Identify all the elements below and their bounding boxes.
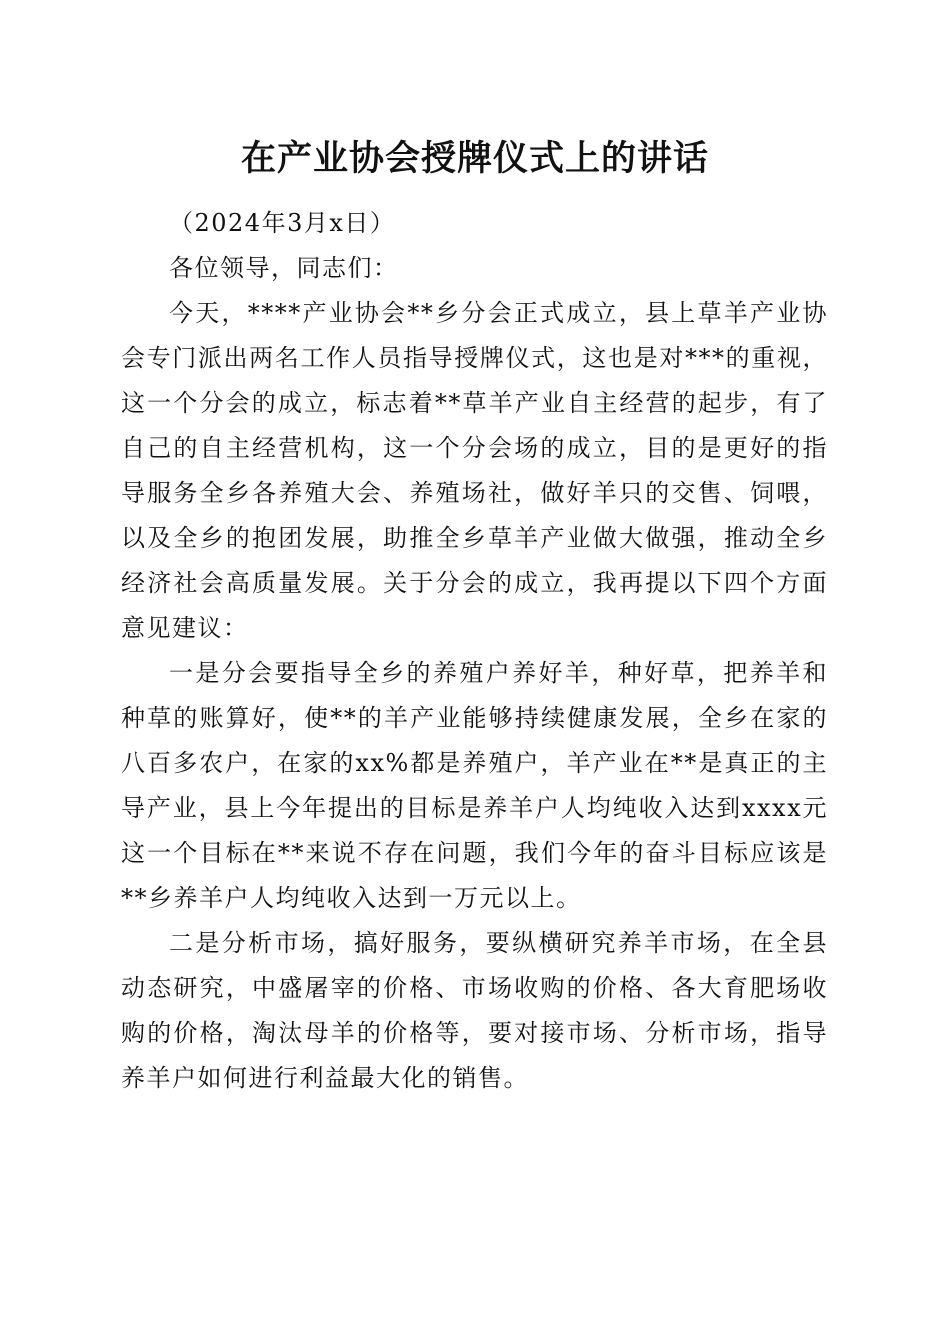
paragraph-point-two: 二是分析市场，搞好服务，要纵横研究养羊市场，在全县动态研究，中盛屠宰的价格、市场收购的价格、各大育肥场收购的价格，淘汰母羊的价格等，要对接市场、分析市场，指导养羊户如何进行利益最大化的销售。 — [121, 929, 828, 1092]
document-body — [121, 201, 828, 1101]
document-title: 在产业协会授牌仪式上的讲话 — [240, 138, 709, 179]
paragraph-intro: 今天，****产业协会**乡分会正式成立，县上草羊产业协会专门派出两名工作人员指导授牌仪式，这也是对***的重视，这一个分会的成立，标志着**草羊产业自主经营的起步，有了自己的自主经营机构，这一个分会场的成立，目的是更好的指导服务全乡各养殖大会、养殖场社，做好羊只的交售、饲喂，以及全乡的抱团发展，助推全乡草羊产业做大做强，推动全乡经济社会高质量发展。关于分会的成立，我再提以下四个方面意见建议： — [121, 299, 828, 642]
paragraph-point-one: 一是分会要指导全乡的养殖户养好羊，种好草，把养羊和种草的账算好，使**的羊产业能够持续健康发展，全乡在家的八百多农户，在家的xx%都是养殖户，羊产业在**是真正的主导产业，县上今年提出的目标是养羊户人均纯收入达到xxxx元这一个目标在**来说不存在问题，我们今年的奋斗目标应该是**乡养羊户人均纯收入达到一万元以上。 — [121, 659, 828, 912]
date-line: （2024年3月x日） — [169, 209, 396, 237]
salutation: 各位领导，同志们： — [169, 254, 399, 282]
